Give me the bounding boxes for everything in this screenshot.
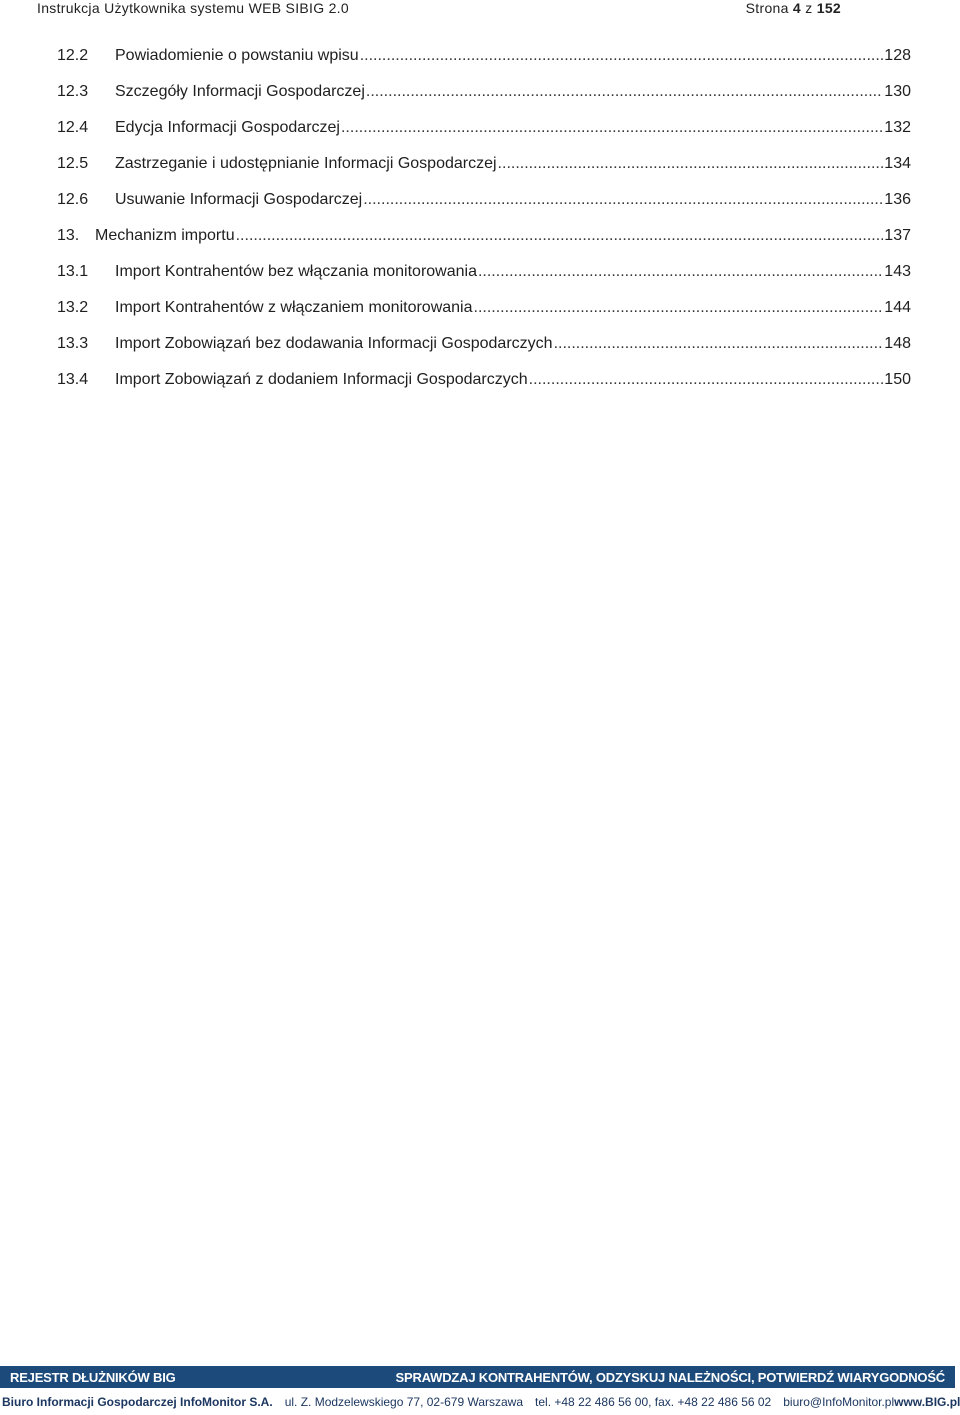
toc-entry-page: 150 xyxy=(884,371,911,388)
toc-entry-title: Import Zobowiązań z dodaniem Informacji Gospodarczych xyxy=(115,371,528,388)
toc-entry[interactable] xyxy=(57,102,911,138)
toc-entry[interactable] xyxy=(57,246,911,282)
toc-entry-page: 144 xyxy=(884,299,911,316)
footer-banner-right: SPRAWDZAJ KONTRAHENTÓW, ODZYSKUJ NALEŻNOŚCI, POTWIERDŹ WIARYGODNOŚĆ xyxy=(395,1369,945,1385)
toc-entry[interactable] xyxy=(57,138,911,174)
toc-entry-page: 132 xyxy=(884,119,911,136)
toc-entry[interactable] xyxy=(57,66,911,102)
toc-entry-number: 12.4 xyxy=(57,119,89,136)
toc-entry[interactable] xyxy=(57,318,911,354)
footer-email[interactable]: biuro@InfoMonitor.pl xyxy=(783,1394,895,1409)
page-number xyxy=(746,0,841,16)
toc-entry-title: Szczegóły Informacji Gospodarczej xyxy=(115,83,365,100)
page-current: 4 xyxy=(792,0,802,16)
footer-website[interactable]: www.BIG.pl xyxy=(894,1394,960,1409)
toc-dot-leader xyxy=(360,46,884,66)
toc-dot-leader xyxy=(474,298,884,318)
toc-entry-number: 13.2 xyxy=(57,299,89,316)
toc-entry-page: 137 xyxy=(884,227,911,244)
toc-entry-title: Mechanizm importu xyxy=(95,227,235,244)
toc-entry-title: Import Kontrahentów z włączaniem monitorowania xyxy=(115,299,473,316)
footer-company: Biuro Informacji Gospodarczej InfoMonitor S.A. xyxy=(2,1394,273,1409)
toc-entry-page: 143 xyxy=(884,263,911,280)
toc-dot-leader xyxy=(366,82,883,102)
document-title: Instrukcja Użytkownika systemu WEB SIBIG 2.0 xyxy=(37,0,349,16)
toc-entry-number: 12.3 xyxy=(57,83,89,100)
footer-address: ul. Z. Modzelewskiego 77, 02-679 Warszawa xyxy=(284,1394,524,1409)
page-separator: z xyxy=(805,0,813,16)
toc-dot-leader xyxy=(498,154,884,174)
toc-entry[interactable] xyxy=(57,210,911,246)
toc-entry-number: 12.2 xyxy=(57,47,89,64)
page-header xyxy=(37,0,841,15)
toc-entry-page: 148 xyxy=(884,335,911,352)
toc-entry-title: Import Kontrahentów bez włączania monitorowania xyxy=(115,263,477,280)
toc-entry-title: Usuwanie Informacji Gospodarczej xyxy=(115,191,363,208)
toc-entry-page: 136 xyxy=(884,191,911,208)
toc-dot-leader xyxy=(341,118,883,138)
toc-dot-leader xyxy=(554,334,884,354)
toc-entry-page: 130 xyxy=(884,83,911,100)
toc-entry-title: Powiadomienie o powstaniu wpisu xyxy=(115,47,359,64)
footer-banner-left: REJESTR DŁUŻNIKÓW BIG xyxy=(10,1369,176,1385)
page-footer xyxy=(0,1366,960,1415)
toc-entry[interactable] xyxy=(57,282,911,318)
page-prefix: Strona xyxy=(745,0,789,16)
toc-entry-number: 13. xyxy=(57,227,80,244)
toc-entry-title: Zastrzeganie i udostępnianie Informacji Gospodarczej xyxy=(115,155,497,172)
toc-entry-page: 128 xyxy=(884,47,911,64)
toc-entry[interactable] xyxy=(57,174,911,210)
footer-phone: tel. +48 22 486 56 00, fax. +48 22 486 56 02 xyxy=(535,1394,772,1409)
toc-entry-title: Edycja Informacji Gospodarczej xyxy=(115,119,340,136)
toc-entry-number: 13.4 xyxy=(57,371,89,388)
toc-entry-page: 134 xyxy=(884,155,911,172)
toc-entry-number: 13.3 xyxy=(57,335,89,352)
toc-entry-number: 12.5 xyxy=(57,155,89,172)
toc-dot-leader xyxy=(236,226,884,246)
table-of-contents xyxy=(57,30,911,390)
toc-dot-leader xyxy=(478,262,883,282)
toc-dot-leader xyxy=(529,370,884,390)
toc-entry[interactable] xyxy=(57,30,911,66)
footer-contact xyxy=(0,1388,960,1415)
toc-entry-number: 12.6 xyxy=(57,191,89,208)
toc-entry-title: Import Zobowiązań bez dodawania Informacji Gospodarczych xyxy=(115,335,553,352)
toc-entry-number: 13.1 xyxy=(57,263,89,280)
footer-banner xyxy=(0,1366,955,1388)
page-total: 152 xyxy=(816,0,841,16)
toc-dot-leader xyxy=(363,190,883,210)
toc-entry[interactable] xyxy=(57,354,911,390)
